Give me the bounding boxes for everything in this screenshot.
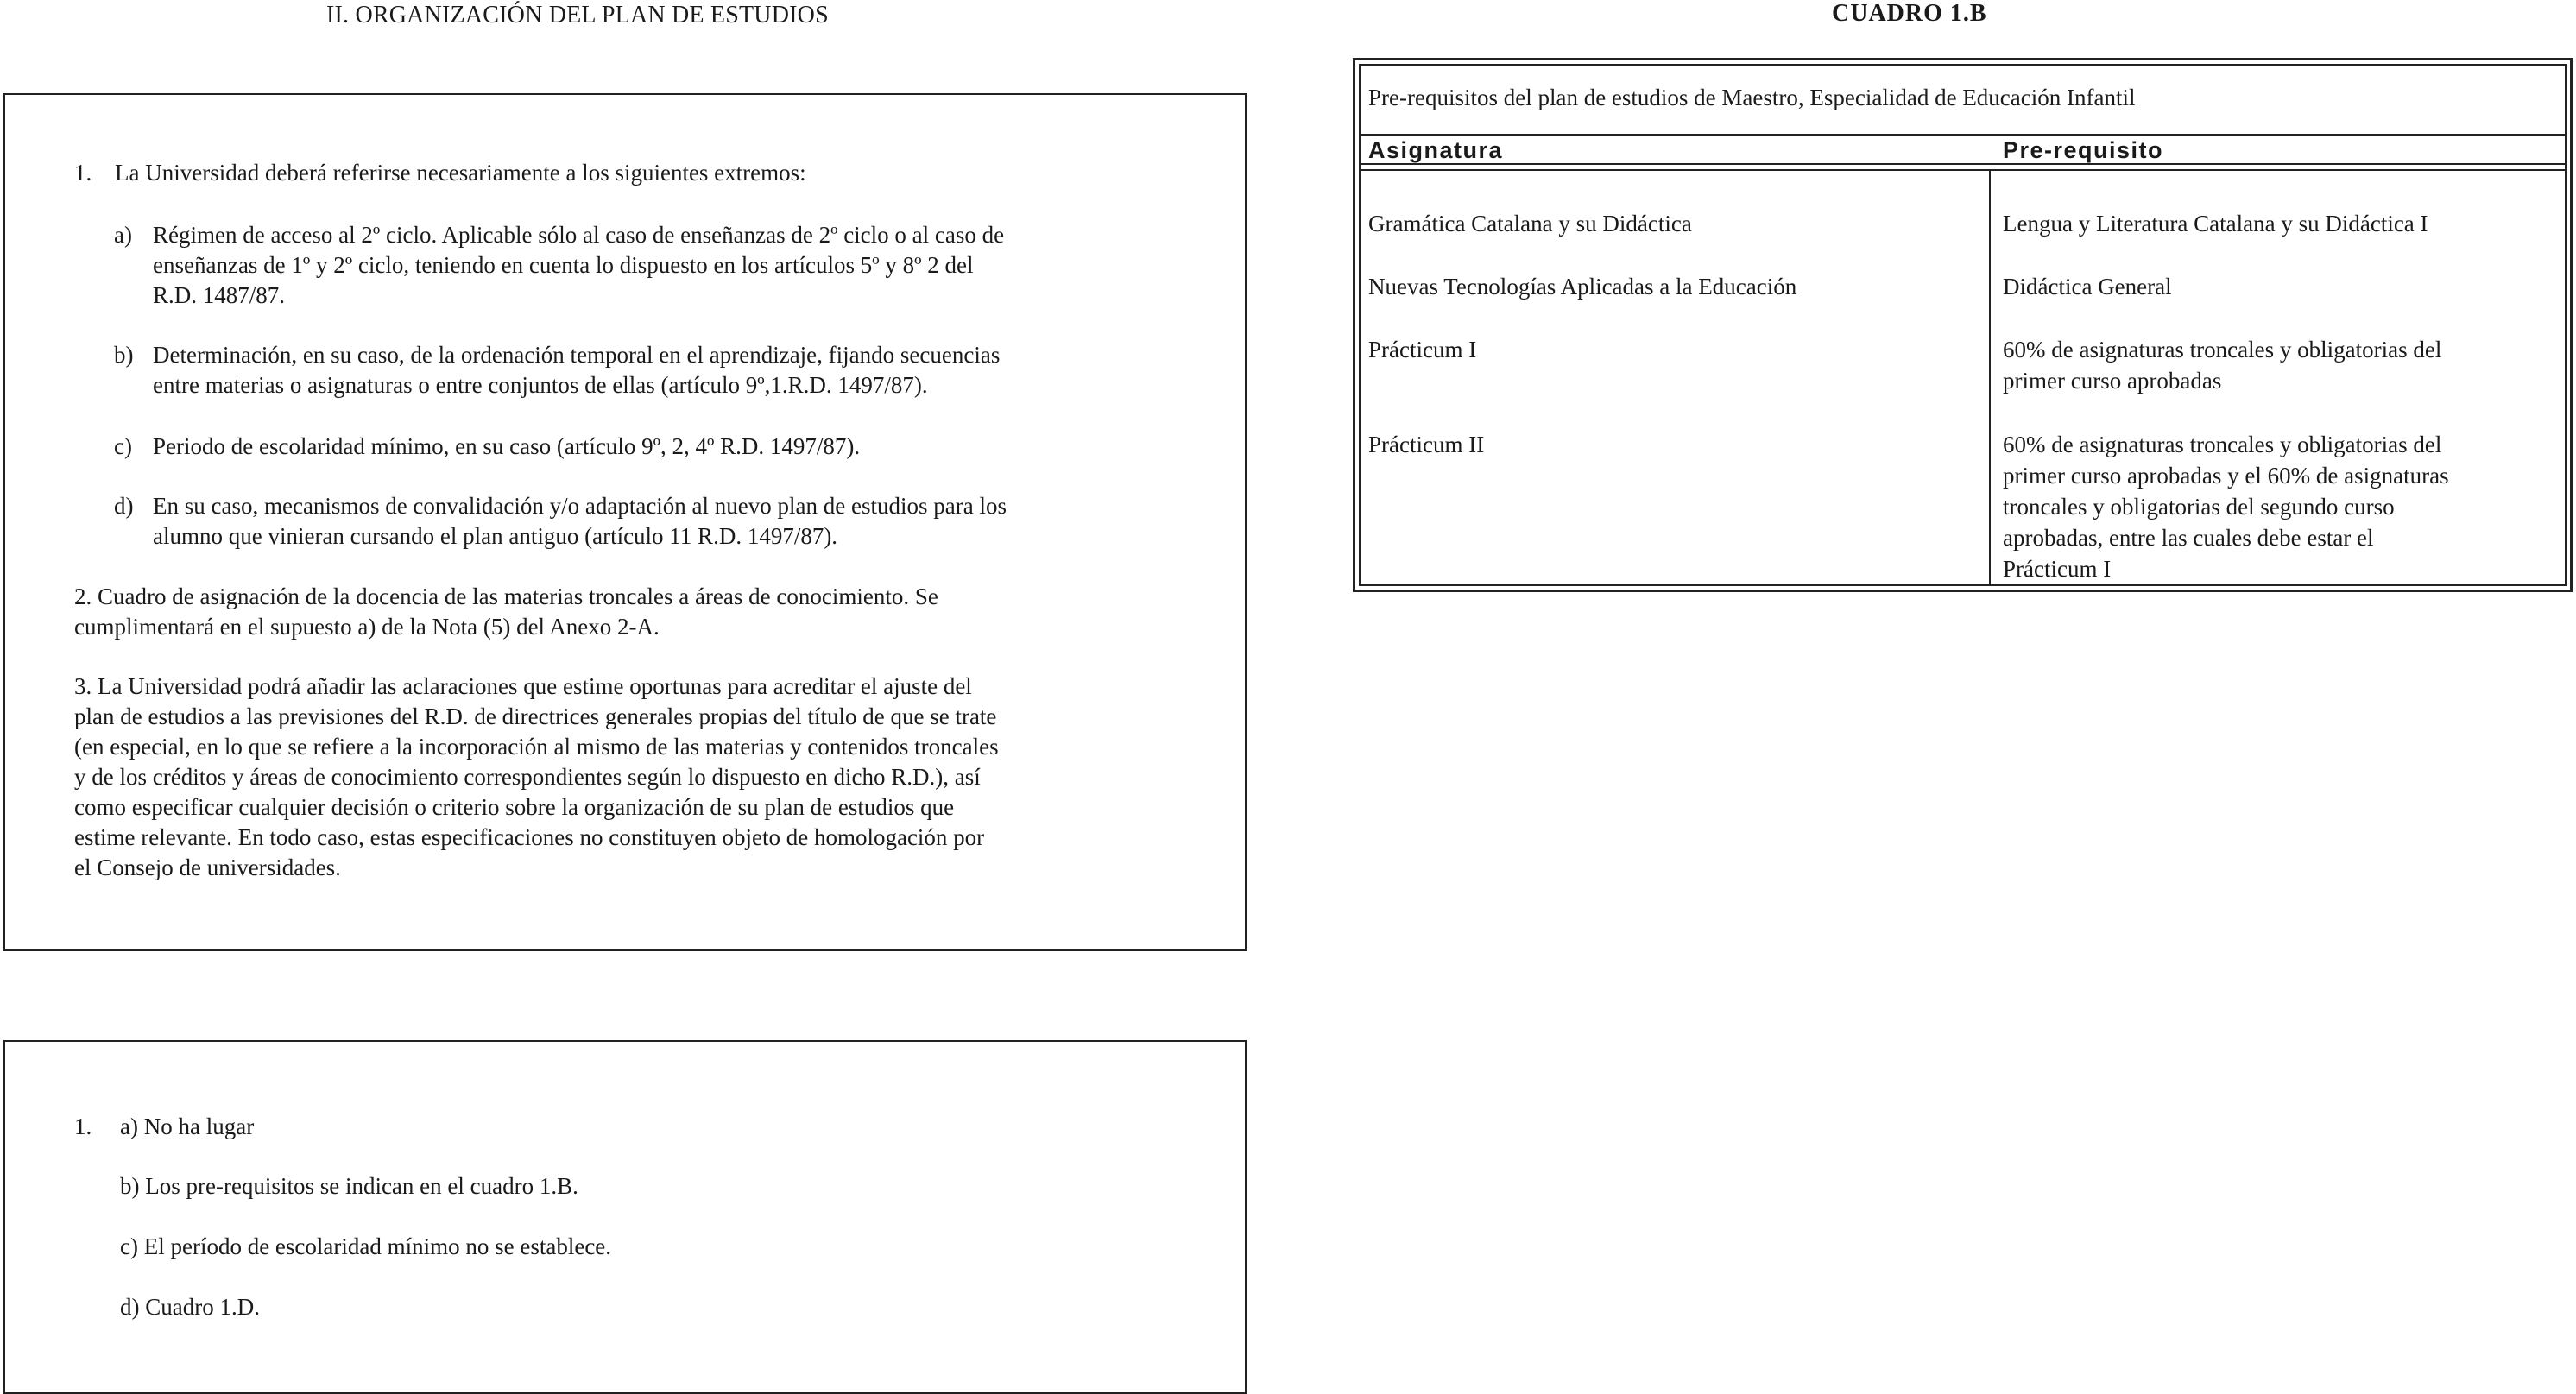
item-b-marker: b)	[114, 342, 134, 368]
item-b-line-2: entre materias o asignaturas o entre conjuntos de ellas (artículo 9º,1.R.D. 1497/87).	[153, 372, 928, 398]
table-number-heading: CUADRO 1.B	[1832, 0, 1987, 27]
row-4-subject: Prácticum II	[1368, 432, 1485, 457]
row-2-prerequisite-line-1: Didáctica General	[2003, 274, 2172, 300]
row-1-prerequisite-line-1: Lengua y Literatura Catalana y su Didáctica I	[2003, 211, 2428, 237]
row-4-prerequisite-line-2: primer curso aprobadas y el 60% de asignaturas	[2003, 463, 2449, 489]
row-2-subject: Nuevas Tecnologías Aplicadas a la Educación	[1368, 274, 1797, 300]
column-header-prerequisite: Pre-requisito	[2003, 137, 2164, 163]
item-2-line-1: 2. Cuadro de asignación de la docencia de las materias troncales a áreas de conocimiento. Se	[74, 583, 938, 609]
header-divider-2	[1359, 169, 2567, 171]
row-4-prerequisite-line-1: 60% de asignaturas troncales y obligatorias del	[2003, 432, 2442, 457]
item-3-line-1: 3. La Universidad podrá añadir las aclaraciones que estime oportunas para acreditar el ajuste del	[74, 673, 972, 699]
row-3-subject: Prácticum I	[1368, 337, 1477, 363]
item-3-line-7: el Consejo de universidades.	[74, 855, 341, 880]
item-3-line-4: y de los créditos y áreas de conocimiento correspondientes según lo dispuesto en dicho R.D.), así	[74, 764, 981, 790]
item-b-line-1: Determinación, en su caso, de la ordenación temporal en el aprendizaje, fijando secuencias	[153, 342, 1001, 368]
item-d-line-1: En su caso, mecanismos de convalidación y/o adaptación al nuevo plan de estudios para los	[153, 493, 1007, 519]
answer-c: c) El período de escolaridad mínimo no se establece.	[120, 1233, 612, 1259]
answer-d: d) Cuadro 1.D.	[120, 1294, 260, 1320]
row-4-prerequisite-line-5: Prácticum I	[2003, 556, 2112, 582]
row-3-prerequisite-line-2: primer curso aprobadas	[2003, 368, 2222, 394]
item-c-line-1: Periodo de escolaridad mínimo, en su caso (artículo 9º, 2, 4º R.D. 1497/87).	[153, 433, 861, 459]
item-a-line-3: R.D. 1487/87.	[153, 282, 286, 308]
column-divider	[1989, 169, 1991, 586]
answer-number: 1.	[74, 1113, 92, 1139]
answer-a: a) No ha lugar	[120, 1113, 255, 1139]
item-c-marker: c)	[114, 433, 132, 459]
row-3-prerequisite-line-1: 60% de asignaturas troncales y obligatorias del	[2003, 337, 2442, 363]
item-3-line-6: estime relevante. En todo caso, estas especificaciones no constituyen objeto de homologación por	[74, 824, 985, 850]
caption-divider	[1359, 134, 2567, 136]
item-2-line-2: cumplimentará en el supuesto a) de la Nota (5) del Anexo 2-A.	[74, 614, 660, 640]
table-caption: Pre-requisitos del plan de estudios de Maestro, Especialidad de Educación Infantil	[1368, 85, 2136, 110]
column-header-subject: Asignatura	[1368, 137, 1504, 163]
item-3-line-3: (en especial, en lo que se refiere a la incorporación al mismo de las materias y contenidos troncales	[74, 734, 999, 760]
row-4-prerequisite-line-4: aprobadas, entre las cuales debe estar el	[2003, 525, 2374, 551]
header-divider-1	[1359, 163, 2567, 165]
item-a-line-1: Régimen de acceso al 2º ciclo. Aplicable sólo al caso de enseñanzas de 2º ciclo o al caso de	[153, 222, 1005, 248]
row-1-subject: Gramática Catalana y su Didáctica	[1368, 211, 1692, 237]
item-3-line-5: como especificar cualquier decisión o criterio sobre la organización de su plan de estudios que	[74, 794, 955, 820]
item-1-number: 1.	[74, 160, 92, 186]
item-d-marker: d)	[114, 493, 134, 519]
row-4-prerequisite-line-3: troncales y obligatorias del segundo curso	[2003, 494, 2395, 520]
answer-b: b) Los pre-requisitos se indican en el cuadro 1.B.	[120, 1173, 578, 1199]
item-d-line-2: alumno que vinieran cursando el plan antiguo (artículo 11 R.D. 1497/87).	[153, 523, 838, 549]
item-1-text: La Universidad deberá referirse necesariamente a los siguientes extremos:	[115, 160, 806, 186]
item-a-marker: a)	[114, 222, 132, 248]
answers-box	[3, 1040, 1247, 1394]
item-3-line-2: plan de estudios a las previsiones del R.D. de directrices generales propias del título de que se trate	[74, 703, 997, 729]
section-heading: II. ORGANIZACIÓN DEL PLAN DE ESTUDIOS	[326, 2, 829, 28]
item-a-line-2: enseñanzas de 1º y 2º ciclo, teniendo en cuenta lo dispuesto en los artículos 5º y 8º 2 del	[153, 252, 974, 278]
